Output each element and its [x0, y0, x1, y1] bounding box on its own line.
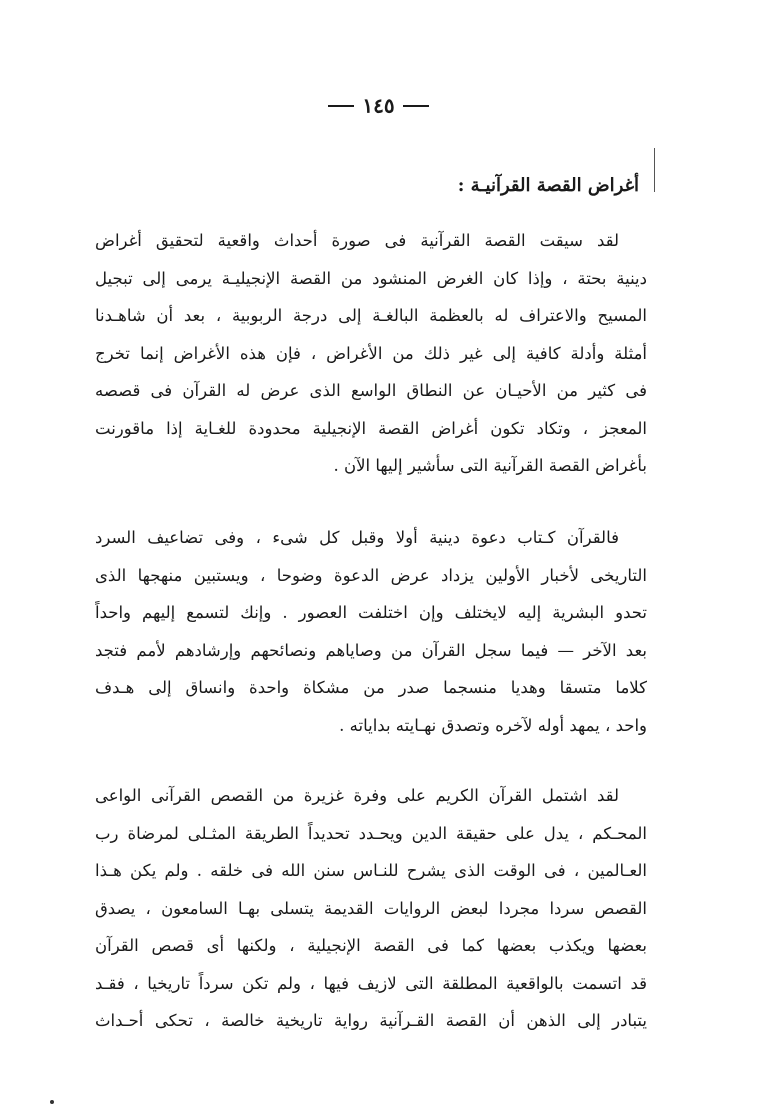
paragraph-line: المسيح والاعتراف له بالعظمة البالغـة إلى درجة الربوبية ، بعد أن شاهـدنا: [95, 306, 647, 325]
paragraph-1: [95, 222, 647, 485]
paragraph-line: فالقرآن كـتاب دعوة دينية أولا وقبل كل شىء ، وفى تضاعيف السرد: [95, 528, 619, 547]
section-heading: أغراض القصة القرآنيـة :: [457, 175, 639, 196]
margin-rule: [654, 148, 655, 192]
paragraph-line: قد اتسمت بالواقعية المطلقة التى لازيف فيها ، ولم تكن سرداً تاريخيا ، فقـد: [95, 973, 647, 993]
dash-right: [403, 105, 429, 107]
page-number-value: ١٤٥: [362, 93, 395, 118]
paragraph-line: يتبادر إلى الذهن أن القصة القـرآنية رواية تاريخية خالصة ، تحكى أحـداث: [95, 1011, 647, 1030]
paragraph-3: [95, 777, 647, 1040]
ink-speck: [50, 1100, 54, 1104]
paragraph-line: بأغراض القصة القرآنية التى سأشير إليها الآن .: [333, 456, 647, 475]
page-number: [0, 92, 757, 118]
paragraph-line: فى كثير من الأحيـان عن النطاق الواسع الذى عرض له القرآن فى قصصه: [95, 381, 647, 400]
paragraph-line: لقد اشتمل القرآن الكريم على وفرة غزيرة من القصص القرآنى الواعى: [95, 786, 619, 805]
paragraph-line: التاريخى لأخبار الأولين يزداد عرض الدعوة وضوحا ، ويستبين منهجها الذى: [95, 565, 647, 585]
paragraph-2: [95, 519, 647, 744]
paragraph-line: تحدو البشرية إليه لايختلف وإن اختلفت العصور . وإنك لتسمع إليهم واحداً: [95, 603, 647, 622]
paragraph-line: واحد ، يمهد أوله لآخره وتصدق نهـايته بداياته .: [339, 715, 647, 735]
dash-left: [328, 105, 354, 107]
paragraph-line: كلاما متسقا وهديا منسجما صدر من مشكاة واحدة وانساق إلى هـدف: [95, 678, 647, 697]
paragraph-line: لقد سيقت القصة القرآنية فى صورة أحداث واقعية لتحقيق أغراض: [95, 231, 619, 250]
paragraph-line: المحـكم ، يدل على حقيقة الدين ويحـدد تحديداً الطريقة المثـلى لمرضاة رب: [95, 823, 647, 843]
paragraph-line: المعجز ، وتكاد تكون أغراض القصة الإنجيلية محدودة للغـاية إذا ماقورنت: [95, 418, 647, 438]
paragraph-line: أمثلة وأدلة كافية إلى غير ذلك من الأغراض ، فإن هذه الأغراض إنما تخرج: [95, 343, 647, 363]
paragraph-line: بعضها ويكذب بعضها كما فى القصة الإنجيلية ، ولكنها أى قصص القرآن: [95, 936, 647, 955]
paragraph-line: بعد الآخر — فيما سجل القرآن من وصاياهم ونصائحهم وإرشادهم لأمم فتجد: [95, 640, 647, 660]
paragraph-line: القصص سردا مجردا لبعض الروايات القديمة يتسلى بهـا السامعون ، يصدق: [95, 898, 647, 918]
paragraph-line: العـالمين ، فى الوقت الذى يشرح للنـاس سنن الله فى خلقه . ولم يكن هـذا: [95, 861, 647, 880]
paragraph-line: دينية بحتة ، وإذا كان الغرض المنشود من القصة الإنجيليـة يرمى إلى تبجيل: [95, 268, 647, 288]
